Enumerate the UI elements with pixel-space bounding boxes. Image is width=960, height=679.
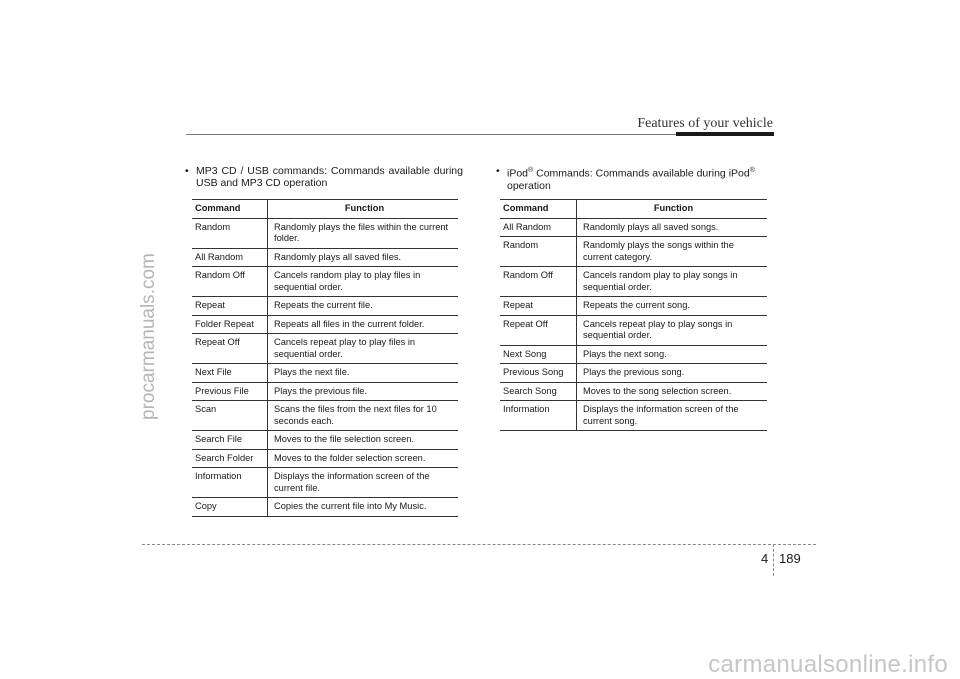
- table-row: [500, 364, 767, 383]
- table-row: [500, 237, 767, 267]
- table-row: [192, 382, 458, 401]
- function-cell: Displays the information screen of the current song.: [577, 401, 768, 431]
- command-cell: Scan: [192, 401, 268, 431]
- function-header: Function: [268, 200, 459, 219]
- page-header-title: Features of your vehicle: [637, 116, 773, 131]
- table-row: [500, 345, 767, 364]
- function-cell: Cancels repeat play to play files in sequential order.: [268, 334, 459, 364]
- function-cell: Cancels repeat play to play songs in sequential order.: [577, 315, 768, 345]
- table-row: [500, 297, 767, 316]
- function-cell: Randomly plays all saved songs.: [577, 218, 768, 237]
- command-cell: Repeat Off: [500, 315, 577, 345]
- command-cell: Next Song: [500, 345, 577, 364]
- footer-divider: [773, 544, 774, 576]
- function-header: Function: [577, 200, 768, 219]
- mp3-usb-bullet: [185, 165, 463, 189]
- function-cell: Copies the current file into My Music.: [268, 498, 459, 517]
- command-cell: Repeat Off: [192, 334, 268, 364]
- table-row: [192, 449, 458, 468]
- command-cell: All Random: [500, 218, 577, 237]
- chapter-number: 4: [761, 551, 769, 566]
- command-cell: Folder Repeat: [192, 315, 268, 334]
- command-cell: Previous File: [192, 382, 268, 401]
- function-cell: Plays the next song.: [577, 345, 768, 364]
- function-cell: Moves to the song selection screen.: [577, 382, 768, 401]
- command-cell: Search Folder: [192, 449, 268, 468]
- command-header: Command: [500, 200, 577, 219]
- command-cell: Random Off: [192, 267, 268, 297]
- command-cell: Copy: [192, 498, 268, 517]
- table-row: [192, 401, 458, 431]
- mp3-usb-bullet-text: MP3 CD / USB commands: Commands available during USB and MP3 CD operation: [196, 165, 463, 189]
- command-cell: Random: [500, 237, 577, 267]
- command-cell: Previous Song: [500, 364, 577, 383]
- table-row: [500, 382, 767, 401]
- footer-rule: [142, 544, 816, 545]
- command-cell: Repeat: [500, 297, 577, 316]
- command-cell: Information: [192, 468, 268, 498]
- table-row: [192, 334, 458, 364]
- function-cell: Repeats all files in the current folder.: [268, 315, 459, 334]
- registered-mark: ®: [528, 167, 534, 174]
- function-cell: Plays the previous song.: [577, 364, 768, 383]
- command-cell: Information: [500, 401, 577, 431]
- command-header: Command: [192, 200, 268, 219]
- table-row: [500, 315, 767, 345]
- ipod-bullet: [496, 165, 775, 192]
- header-rule-accent: [676, 132, 774, 136]
- function-cell: Plays the previous file.: [268, 382, 459, 401]
- table-row: [500, 218, 767, 237]
- command-cell: All Random: [192, 248, 268, 267]
- ipod-command-table: [500, 199, 767, 431]
- table-row: [192, 267, 458, 297]
- command-cell: Next File: [192, 364, 268, 383]
- function-cell: Displays the information screen of the current file.: [268, 468, 459, 498]
- ipod-brand: iPod: [507, 167, 529, 180]
- side-watermark-text: procarmanuals.com: [138, 253, 159, 420]
- table-row: [500, 267, 767, 297]
- table-row: [192, 364, 458, 383]
- function-cell: Repeats the current file.: [268, 297, 459, 316]
- mp3-usb-command-table: [192, 199, 458, 517]
- table-row: [192, 248, 458, 267]
- command-cell: Random: [192, 218, 268, 248]
- command-cell: Random Off: [500, 267, 577, 297]
- function-cell: Randomly plays the songs within the current category.: [577, 237, 768, 267]
- function-cell: Moves to the file selection screen.: [268, 431, 459, 450]
- ipod-bullet-text: Commands: Commands available during iPod: [533, 167, 750, 180]
- function-cell: Repeats the current song.: [577, 297, 768, 316]
- ipod-bullet-end: operation: [507, 179, 551, 192]
- bullet-dot-icon: •: [185, 165, 189, 177]
- command-cell: Search File: [192, 431, 268, 450]
- table-row: [500, 401, 767, 431]
- page-number: 189: [779, 551, 801, 566]
- bottom-watermark: carmanualsonline.info: [708, 651, 948, 678]
- function-cell: Cancels random play to play songs in sequential order.: [577, 267, 768, 297]
- table-row: [192, 468, 458, 498]
- table-row: [192, 297, 458, 316]
- table-row: [192, 218, 458, 248]
- command-cell: Search Song: [500, 382, 577, 401]
- function-cell: Randomly plays the files within the current folder.: [268, 218, 459, 248]
- table-row: [192, 431, 458, 450]
- table-row: [192, 315, 458, 334]
- function-cell: Moves to the folder selection screen.: [268, 449, 459, 468]
- registered-mark: ®: [749, 167, 755, 174]
- command-cell: Repeat: [192, 297, 268, 316]
- function-cell: Plays the next file.: [268, 364, 459, 383]
- function-cell: Cancels random play to play files in sequential order.: [268, 267, 459, 297]
- table-row: [192, 498, 458, 517]
- function-cell: Scans the files from the next files for 10 seconds each.: [268, 401, 459, 431]
- function-cell: Randomly plays all saved files.: [268, 248, 459, 267]
- bullet-dot-icon: •: [496, 165, 500, 177]
